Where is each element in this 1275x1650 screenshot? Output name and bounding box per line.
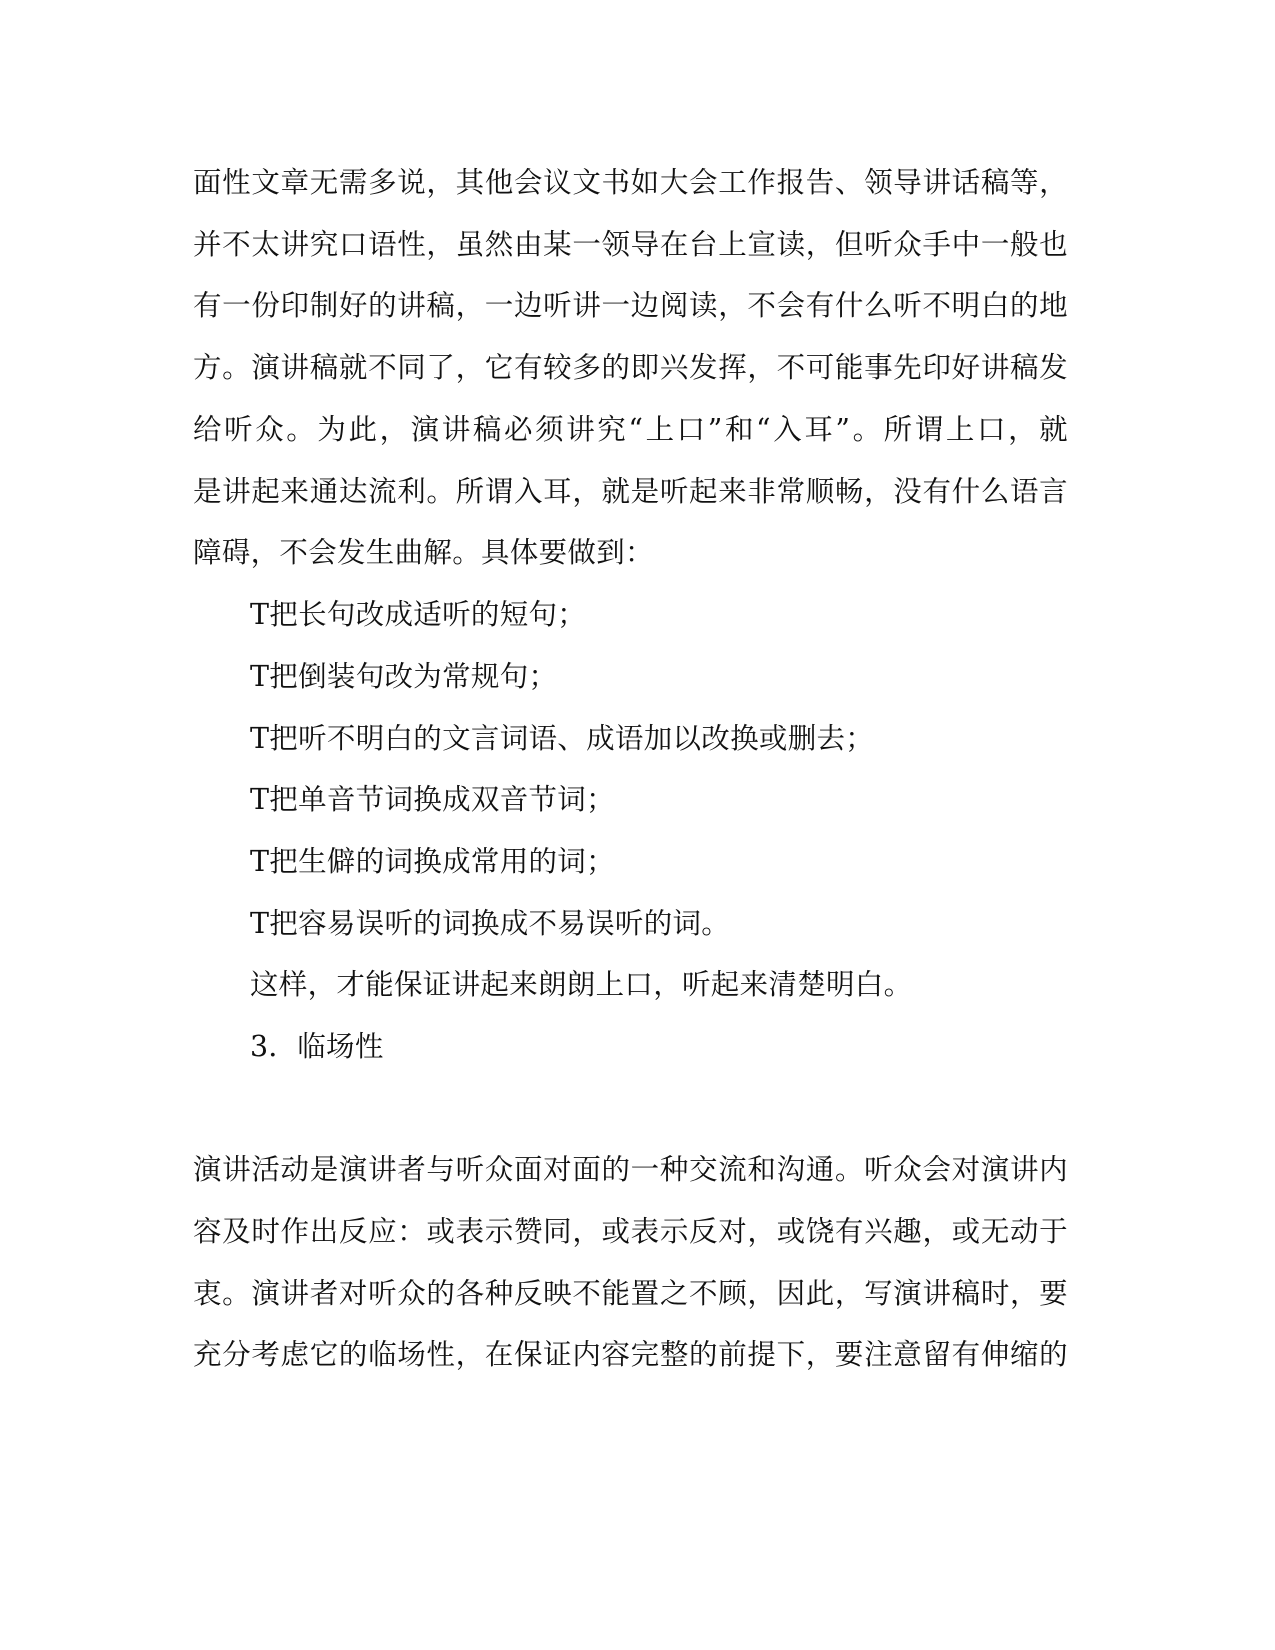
paragraph-1-line-7: 障碍，不会发生曲解。具体要做到： [193,536,654,569]
paragraph-2-line-3: 衷。演讲者对听众的各种反映不能置之不顾，因此，写演讲稿时，要 [193,1277,1068,1310]
paragraph-2-line-2: 容及时作出反应：或表示赞同，或表示反对，或饶有兴趣，或无动于 [193,1215,1068,1248]
paragraph-1-line-5: 给听众。为此，演讲稿必须讲究“上口”和“入耳”。所谓上口，就 [193,413,1068,446]
paragraph-1-line-6: 是讲起来通达流利。所谓入耳，就是听起来非常顺畅，没有什么语言 [193,475,1068,508]
paragraph-1-line-4: 方。演讲稿就不同了，它有较多的即兴发挥，不可能事先印好讲稿发 [193,351,1068,384]
paragraph-2-line-1: 演讲活动是演讲者与听众面对面的一种交流和沟通。听众会对演讲内 [193,1153,1068,1186]
summary-text: 这样，才能保证讲起来朗朗上口，听起来清楚明白。 [250,968,913,1001]
paragraph-1-line-3: 有一份印制好的讲稿，一边听讲一边阅读，不会有什么听不明白的地 [193,289,1068,322]
paragraph-2-line-4: 充分考虑它的临场性，在保证内容完整的前提下，要注意留有伸缩的 [193,1338,1068,1371]
bullet-item-2: T把倒装句改为常规句； [250,660,558,693]
paragraph-1-line-1: 面性文章无需多说，其他会议文书如大会工作报告、领导讲话稿等， [193,166,1068,199]
bullet-item-3: T把听不明白的文言词语、成语加以改换或删去； [250,722,875,755]
bullet-item-5: T把生僻的词换成常用的词； [250,845,615,878]
bullet-item-4: T把单音节词换成双音节词； [250,783,615,816]
bullet-item-1: T把长句改成适听的短句； [250,598,587,631]
paragraph-1-line-2: 并不太讲究口语性，虽然由某一领导在台上宣读，但听众手中一般也 [193,228,1068,261]
section-heading: 3．临场性 [250,1030,384,1063]
bullet-item-6: T把容易误听的词换成不易误听的词。 [250,907,731,940]
